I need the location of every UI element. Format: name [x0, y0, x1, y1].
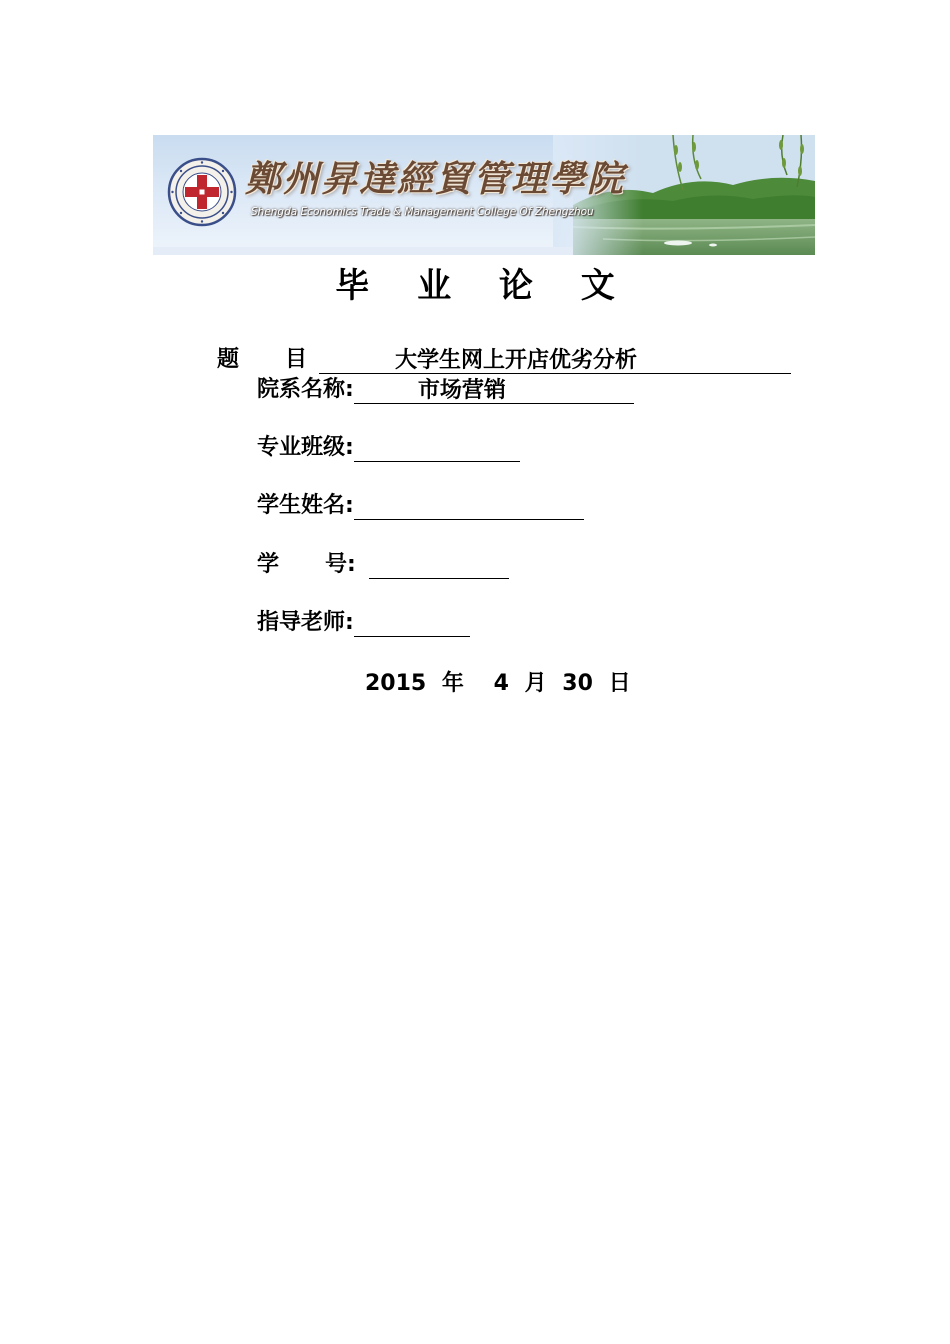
date-day: 30 [562, 671, 593, 696]
advisor-field [257, 609, 470, 637]
major-class-field [257, 434, 520, 462]
topic-value: 大学生网上开店优劣分析 [319, 348, 791, 374]
major-class-blank [354, 436, 520, 462]
date-day-unit: 日 [608, 671, 631, 696]
date-month-unit: 月 [524, 671, 547, 696]
topic-label: 题 目 [217, 347, 307, 372]
submission-date [365, 670, 631, 698]
department-field [257, 376, 634, 404]
date-year-unit: 年 [441, 671, 464, 696]
college-banner [153, 135, 815, 255]
date-month: 4 [493, 671, 509, 696]
college-name-chinese: 鄭州昇達經貿管理學院 [245, 158, 626, 200]
date-year: 2015 [365, 671, 427, 696]
department-value: 市场营销 [354, 378, 634, 404]
student-id-label: 学 号: [257, 552, 356, 577]
major-class-label: 专业班级: [257, 435, 354, 460]
college-name-english: Shengda Economics Trade & Management College Of Zhengzhou [251, 206, 594, 218]
page-title: 毕 业 论 文 [335, 266, 633, 306]
advisor-blank [354, 611, 470, 637]
student-id-field [257, 551, 509, 579]
student-id-blank [369, 553, 509, 579]
college-seal-icon [167, 157, 237, 227]
topic-field [217, 346, 791, 374]
student-name-field [257, 492, 584, 520]
department-label: 院系名称: [257, 377, 354, 402]
advisor-label: 指导老师: [257, 610, 354, 635]
student-name-label: 学生姓名: [257, 493, 354, 518]
student-name-blank [354, 494, 584, 520]
